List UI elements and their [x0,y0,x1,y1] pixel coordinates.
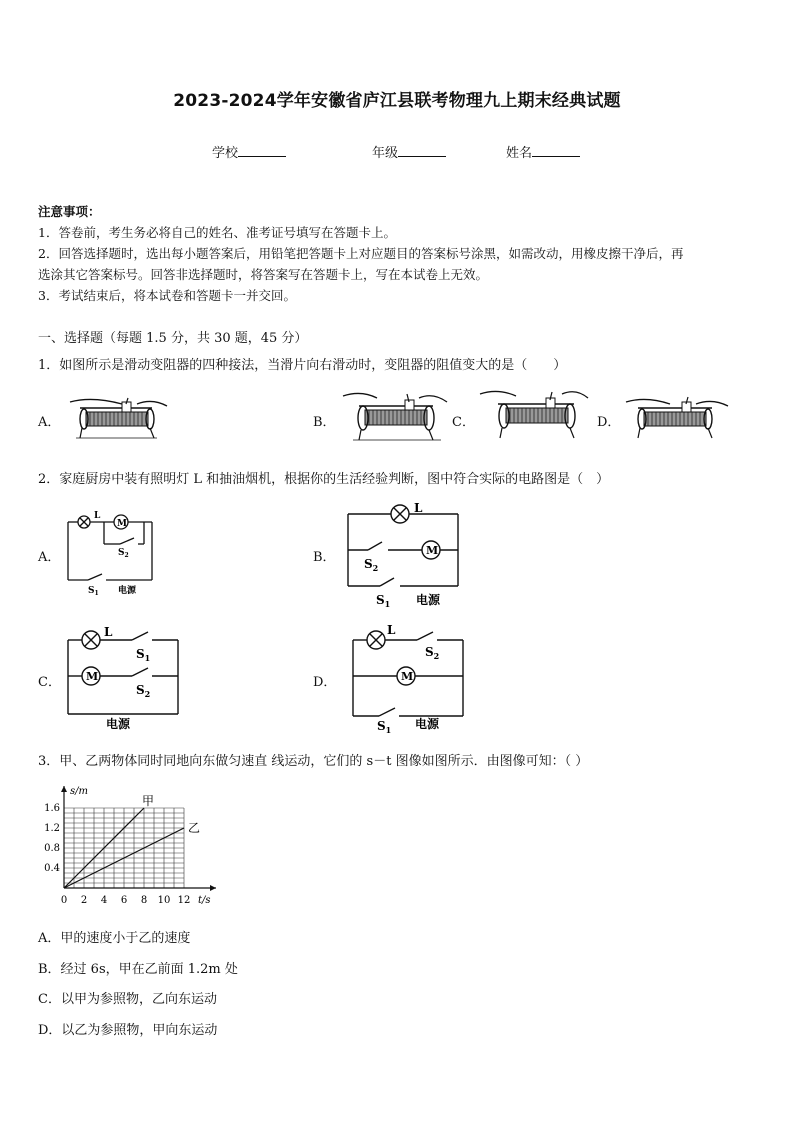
series-label-yi: 乙 [188,821,201,835]
name-label: 姓名 [506,146,533,161]
x-tick-label: 12 [177,895,191,906]
q1-option-b-label: B． [313,415,336,430]
circuit-d-power-label: 电源 [415,717,440,731]
circuit-c-s1-label: $S_1$ [136,647,151,663]
name-field[interactable] [506,142,580,161]
q2-option-b-label: B． [313,550,336,565]
x-tick-label: 8 [140,895,148,906]
q2-circuit-c [62,622,184,734]
notice-item: 选涂其它答案标号。回答非选择题时，将答案写在答题卡上，写在本试卷上无效。 [38,267,489,282]
circuit-b-power-label: 电源 [416,593,441,607]
st-chart [36,776,226,911]
chart-grid [64,808,184,888]
y-tick-label: 1.2 [44,823,60,834]
circuit-d-s2-label: $S_2$ [425,645,440,661]
circuit-c-power-label: 电源 [106,717,131,731]
y-tick-label: 0.4 [44,863,60,874]
notice-item: 2．回答选择题时，选出每小题答案后，用铅笔把答题卡上对应题目的答案标号涂黑，如需改动，用橡皮擦干净后，再 [38,246,684,261]
y-tick-label: 1.6 [44,803,60,814]
school-label: 学校 [212,146,239,161]
q2-circuit-b [340,498,465,610]
circuit-b-lamp-label: L [414,501,423,515]
notice-block [38,201,760,306]
y-tick-label: 0.8 [44,843,60,854]
q1-rheostat-b [337,390,449,444]
q3-option-a: A．甲的速度小于乙的速度 [38,931,191,946]
school-field[interactable] [212,142,286,161]
q1-stem: 1．如图所示是滑动变阻器的四种接法，当滑片向右滑动时，变阻器的阻值变大的是（ ） [38,358,567,373]
y-axis-label: s/m [70,786,88,797]
circuit-a-s1-label: $S_1$ [88,586,99,597]
q3-option-c: C．以甲为参照物，乙向东运动 [38,992,217,1007]
notice-item: 3．考试结束后，将本试卷和答题卡一并交回。 [38,288,296,303]
q2-circuit-d [345,620,470,734]
circuit-c-lamp-label: L [104,625,113,639]
notice-item: 1．答卷前，考生务必将自己的姓名、准考证号填写在答题卡上。 [38,225,396,240]
q2-option-a-label: A． [38,550,61,565]
q2-option-d-label: D． [313,675,337,690]
section-heading: 一、选择题（每题 1.5 分，共 30 题，45 分） [38,331,308,346]
q1-option-d-label: D． [597,415,621,430]
series-label-jia: 甲 [142,794,155,808]
circuit-a-power-label: 电源 [118,586,137,596]
page-title: 2023-2024学年安徽省庐江县联考物理九上期末经典试题 [173,91,621,111]
grade-blank[interactable] [398,144,446,157]
y-axis-arrow [61,786,67,792]
school-blank[interactable] [238,144,286,157]
q2-stem: 2．家庭厨房中装有照明灯 L 和抽油烟机，根据你的生活经验判断，图中符合实际的电路图是（ ） [38,472,610,487]
q1-rheostat-c [476,388,591,442]
x-tick-label: 10 [157,895,171,906]
q3-stem: 3．甲、乙两物体同时同地向东做匀速直 线运动，它们的 s－t 图像如图所示．由图像可知：（ ） [38,754,589,769]
x-tick-label: 6 [120,895,128,906]
q1-rheostat-d [620,394,732,444]
q2-circuit-a [62,508,162,598]
circuit-a-motor-label: M [117,519,127,529]
grade-field[interactable] [372,142,446,161]
q1-rheostat-a [62,394,172,444]
q1-option-a-label: A． [38,415,61,430]
circuit-b-motor-label: M [426,544,439,557]
x-axis-arrow [210,885,216,891]
q3-option-b: B．经过 6s，甲在乙前面 1.2m 处 [38,962,238,977]
q2-option-c-label: C． [38,675,61,690]
x-tick-label: 2 [80,895,88,906]
grade-label: 年级 [372,146,399,161]
circuit-a-lamp-label: L [94,511,101,521]
circuit-b-s2-label: $S_2$ [364,557,379,573]
circuit-d-motor-label: M [401,670,414,683]
circuit-c-s2-label: $S_2$ [136,683,151,699]
circuit-d-s1-label: $S_1$ [377,719,392,734]
q3-option-d: D．以乙为参照物，甲向东运动 [38,1023,218,1038]
q1-option-c-label: C． [452,415,475,430]
circuit-b-s1-label: $S_1$ [376,593,391,609]
notice-heading: 注意事项： [38,204,101,219]
name-blank[interactable] [532,144,580,157]
x-axis-label: t/s [198,895,211,906]
x-tick-label: 0 [60,895,68,906]
circuit-c-motor-label: M [86,670,99,683]
circuit-d-lamp-label: L [387,623,396,637]
x-tick-label: 4 [100,895,108,906]
circuit-a-s2-label: $S_2$ [118,548,129,559]
